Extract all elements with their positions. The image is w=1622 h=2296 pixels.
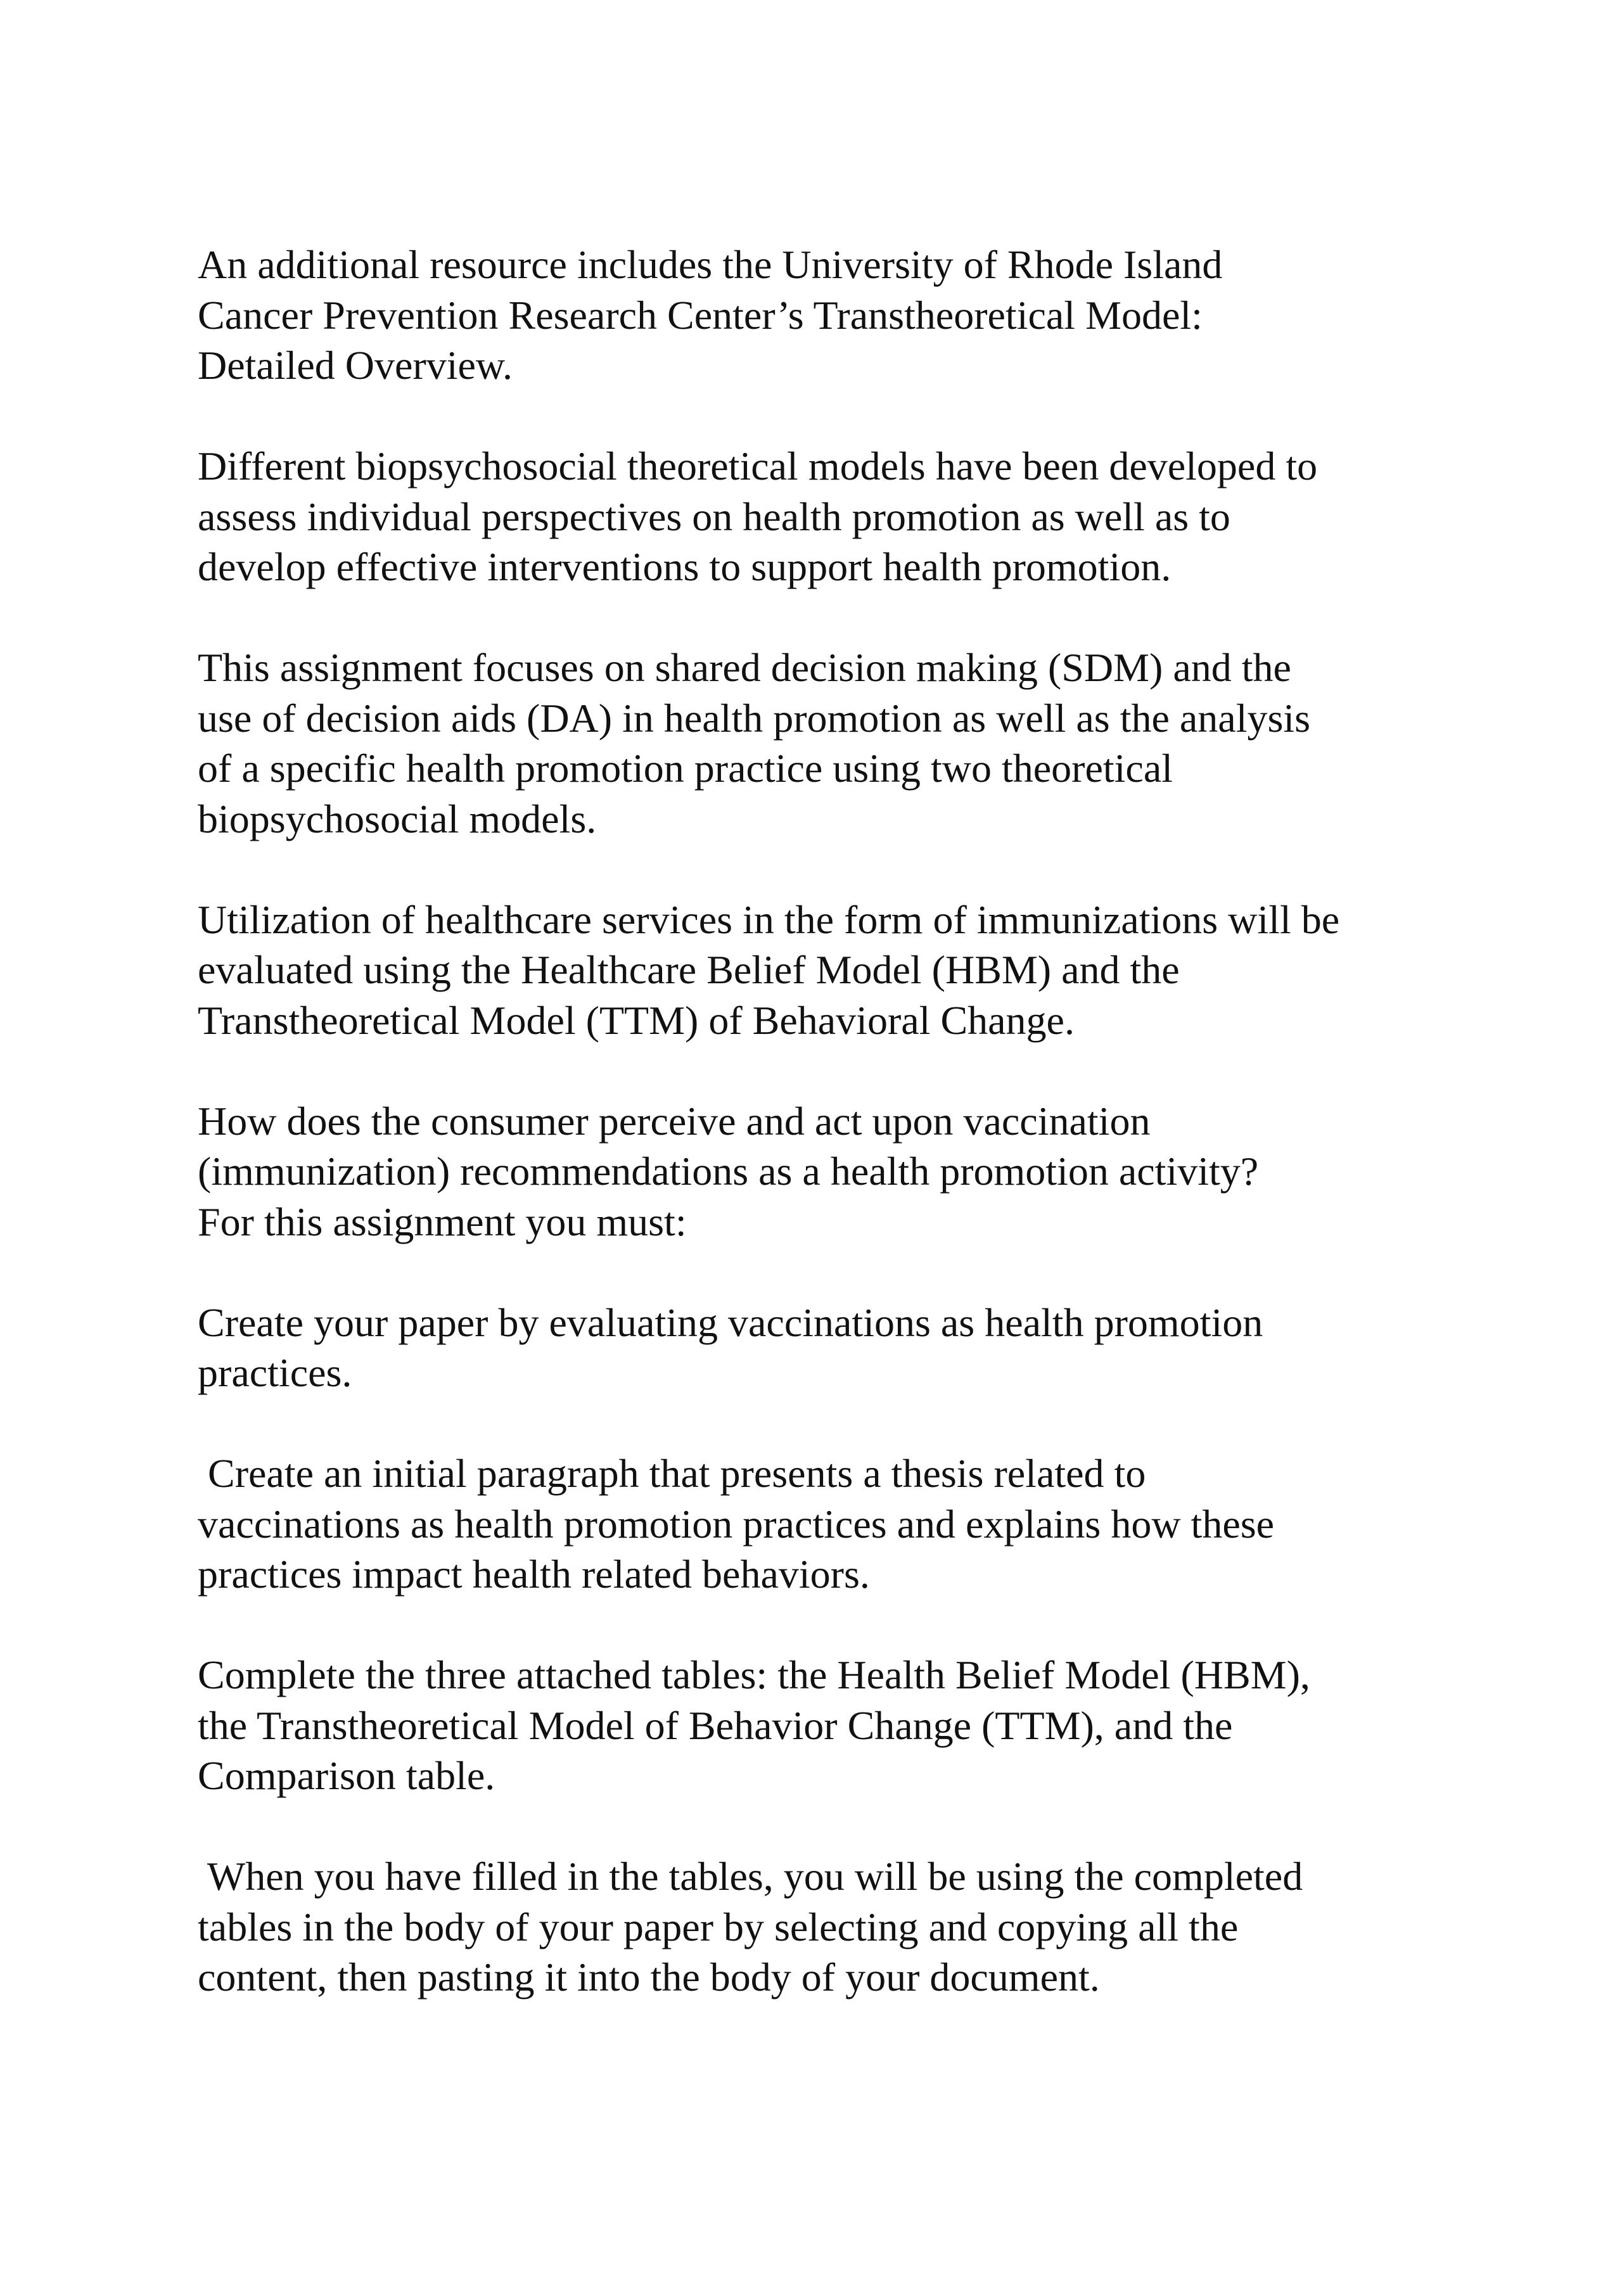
paragraph-create-paper bbox=[198, 1298, 1490, 1398]
text-line: biopsychosocial models. bbox=[198, 796, 597, 841]
text-line: How does the consumer perceive and act upon vaccination bbox=[198, 1098, 1151, 1144]
text-line: of a specific health promotion practice using two theoretical bbox=[198, 746, 1173, 791]
text-line: practices impact health related behaviors. bbox=[198, 1552, 870, 1597]
paragraph-complete-tables bbox=[198, 1650, 1490, 1801]
paragraph-use-tables bbox=[198, 1851, 1490, 2003]
paragraph-consumer-question bbox=[198, 1096, 1490, 1247]
text-line: Comparison table. bbox=[198, 1753, 495, 1798]
text-line: Create your paper by evaluating vaccinations as health promotion bbox=[198, 1299, 1263, 1345]
text-line: the Transtheoretical Model of Behavior Change (TTM), and the bbox=[198, 1702, 1233, 1748]
text-line: vaccinations as health promotion practices and explains how these bbox=[198, 1501, 1275, 1547]
paragraph-assignment-focus bbox=[198, 642, 1490, 844]
text-line: Create an initial paragraph that presents a thesis related to bbox=[198, 1451, 1146, 1496]
text-line: practices. bbox=[198, 1350, 352, 1395]
text-line: For this assignment you must: bbox=[198, 1199, 687, 1244]
text-line: develop effective interventions to support health promotion. bbox=[198, 544, 1172, 589]
paragraph-biopsychosocial-models bbox=[198, 441, 1490, 592]
text-line: When you have filled in the tables, you will be using the completed bbox=[198, 1854, 1303, 1899]
text-line: content, then pasting it into the body of your document. bbox=[198, 1955, 1100, 1999]
text-line: tables in the body of your paper by selecting and copying all the bbox=[198, 1904, 1239, 1949]
text-line: Utilization of healthcare services in the form of immunizations will be bbox=[198, 896, 1340, 942]
text-line: assess individual perspectives on health promotion as well as to bbox=[198, 494, 1230, 539]
text-line: Complete the three attached tables: the Health Belief Model (HBM), bbox=[198, 1652, 1310, 1697]
text-line: Transtheoretical Model (TTM) of Behavioral Change. bbox=[198, 997, 1075, 1043]
text-line: use of decision aids (DA) in health promotion as well as the analysis bbox=[198, 695, 1311, 741]
text-line: Cancer Prevention Research Center’s Transtheoretical Model: bbox=[198, 292, 1203, 338]
text-line: This assignment focuses on shared decision making (SDM) and the bbox=[198, 645, 1291, 690]
text-line: Different biopsychosocial theoretical models have been developed to bbox=[198, 443, 1318, 488]
text-line: An additional resource includes the University of Rhode Island bbox=[198, 242, 1223, 287]
text-line: evaluated using the Healthcare Belief Model (HBM) and the bbox=[198, 947, 1180, 992]
text-line: Detailed Overview. bbox=[198, 343, 513, 388]
document-body bbox=[198, 239, 1490, 2053]
paragraph-immunization-utilization bbox=[198, 895, 1490, 1046]
text-line: (immunization) recommendations as a health promotion activity? bbox=[198, 1149, 1259, 1194]
paragraph-initial-thesis bbox=[198, 1448, 1490, 1600]
paragraph-additional-resource bbox=[198, 239, 1490, 391]
